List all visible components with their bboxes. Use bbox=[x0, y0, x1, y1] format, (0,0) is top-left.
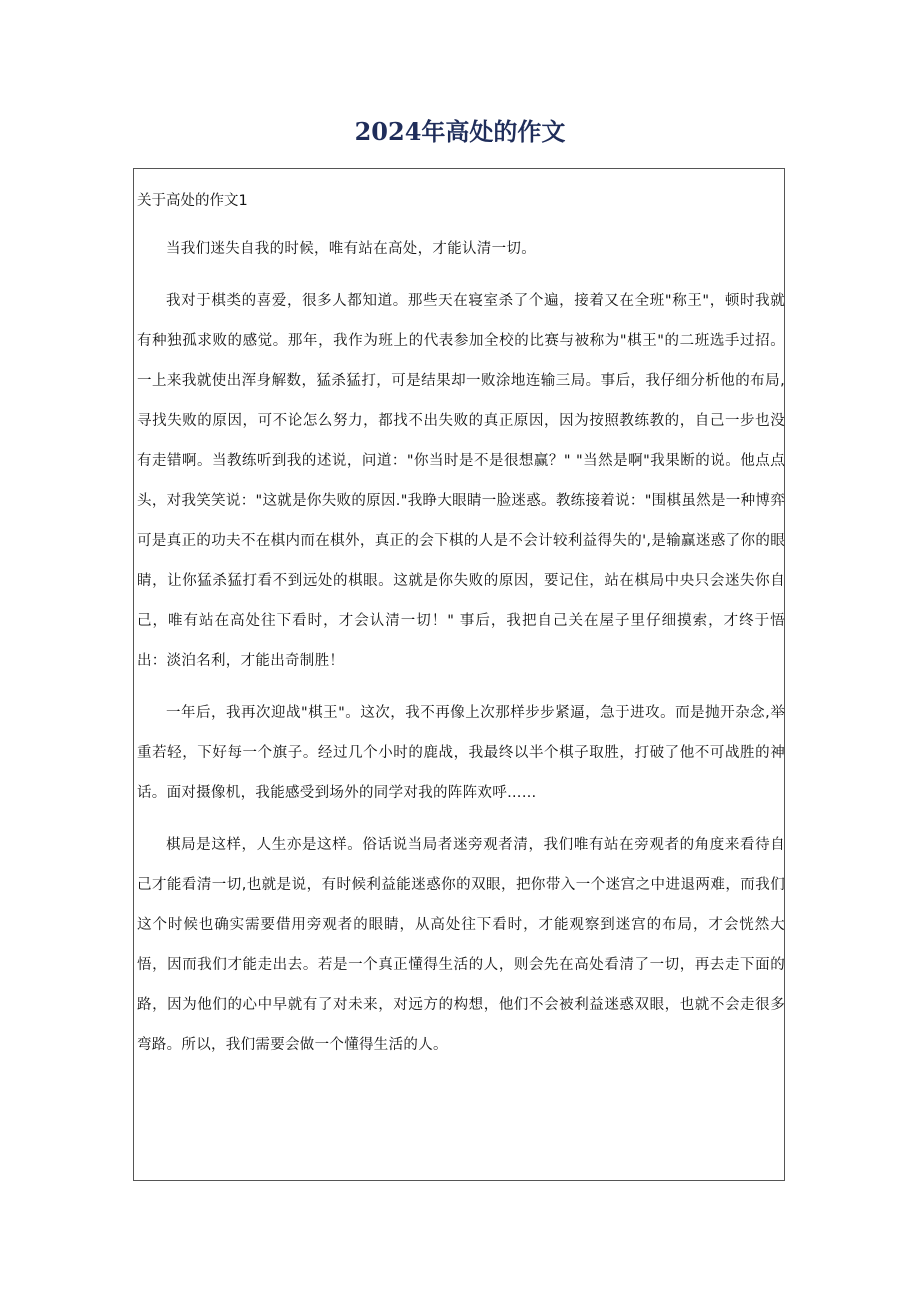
paragraph: 当我们迷失自我的时候，唯有站在高处，才能认清一切。 bbox=[166, 241, 536, 257]
paragraph: 一年后，我再次迎战"棋王"。这次，我不再像上次那样步步紧逼，急于进攻。而是抛开杂念,举重若轻，下好每一个旗子。经过几个小时的鹿战，我最终以半个棋子取胜，打破了他不可战胜的神话。面对摄像机，我能感受到场外的同学对我的阵阵欢呼…… bbox=[137, 705, 786, 801]
essay-subtitle: 关于高处的作文1 bbox=[137, 193, 248, 209]
paragraph: 棋局是这样，人生亦是这样。俗话说当局者迷旁观者清，我们唯有站在旁观者的角度来看待自己才能看清一切,也就是说，有时候利益能迷惑你的双眼，把你带入一个迷宫之中进退两难，而我们这个时候也确实需要借用旁观者的眼睛，从高处往下看时，才能观察到迷宫的布局，才会恍然大悟，因而我们才能走出去。若是一个真正懂得生活的人，则会先在高处看清了一切，再去走下面的路，因为他们的心中早就有了对未来，对远方的构想，他们不会被利益迷惑双眼，也就不会走很多弯路。所以，我们需要会做一个懂得生活的人。 bbox=[137, 837, 785, 1053]
document-title: 2024年高处的作文 bbox=[354, 117, 566, 146]
paragraph: 我对于棋类的喜爱，很多人都知道。那些天在寝室杀了个遍，接着又在全班"称王"，顿时我就有种独孤求败的感觉。那年，我作为班上的代表参加全校的比赛与被称为"棋王"的二班选手过招。一上来我就使出浑身解数，猛杀猛打，可是结果却一败涂地连输三局。事后，我仔细分析他的布局,寻找失败的原因，可不论怎么努力，都找不出失败的真正原因，因为按照教练教的，自己一步也没有走错啊。当教练听到我的述说，问道："你当时是不是很想赢？" "当然是啊"我果断的说。他点点头，对我笑笑说："这就是你失败的原因."我睁大眼睛一脸迷惑。教练接着说："围棋虽然是一种博弈可是真正的功夫不在棋内而在棋外，真正的会下棋的人是不会计较利益得失的',是输赢迷惑了你的眼睛，让你猛杀猛打看不到远处的棋眼。这就是你失败的原因，要记住，站在棋局中央只会迷失你自己，唯有站在高处往下看时，才会认清一切！" 事后，我把自己关在屋子里仔细摸索，才终于悟出：淡泊名利，才能出奇制胜！ bbox=[137, 293, 785, 669]
content-frame bbox=[133, 168, 785, 1181]
content-body bbox=[137, 185, 785, 1077]
